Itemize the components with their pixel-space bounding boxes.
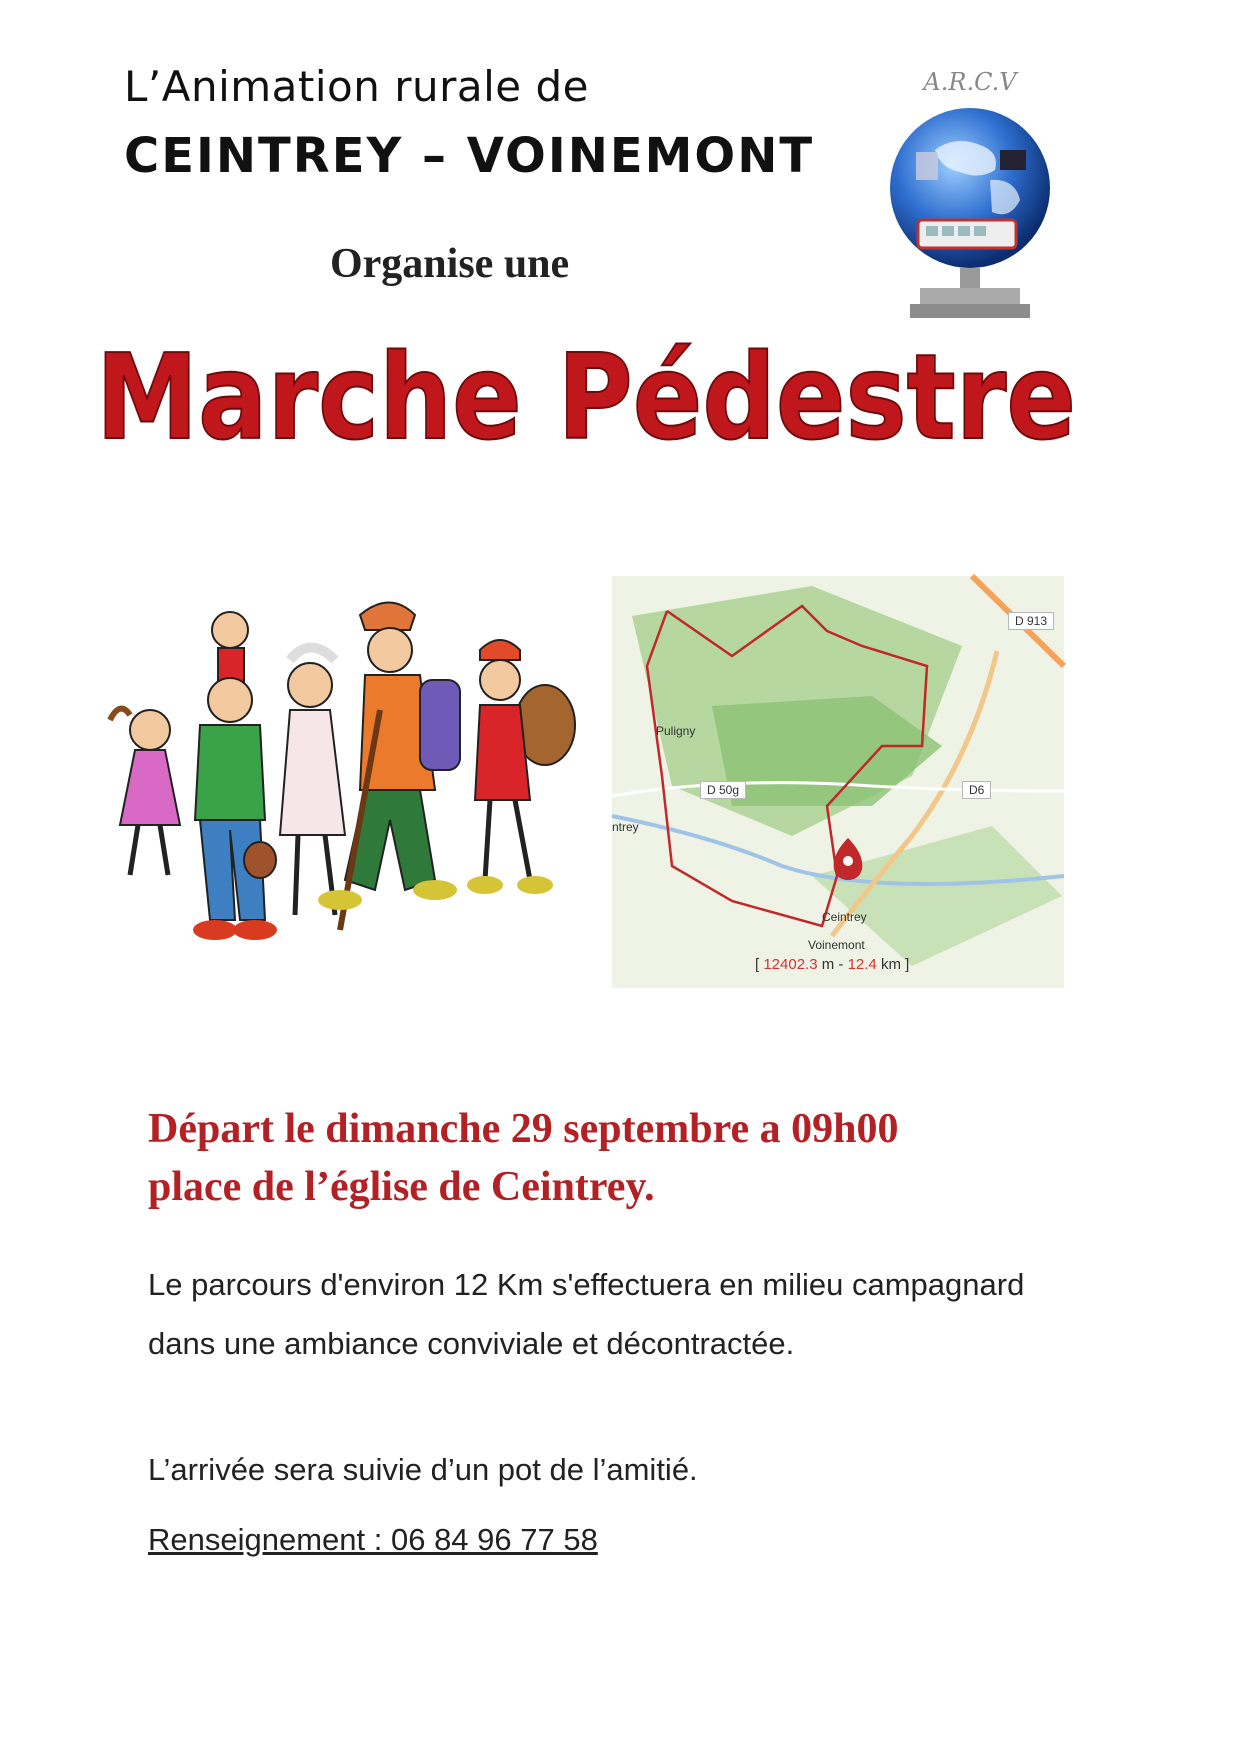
- distance-km: 12.4: [847, 956, 877, 973]
- walker-icon: [916, 152, 938, 180]
- distance-meters: 12402.3: [763, 956, 818, 973]
- map-town-label: ntrey: [612, 820, 639, 834]
- contact-info: Renseignement : 06 84 96 77 58: [148, 1522, 598, 1557]
- organizer-line-2: CEINTREY – VOINEMONT: [124, 128, 815, 184]
- route-description: Le parcours d'environ 12 Km s'effectuera en milieu campagnard dans une ambiance conviviale et décontractée.: [148, 1267, 1025, 1361]
- boy-figure: [467, 640, 575, 894]
- map-road-label: D 50g: [700, 781, 746, 799]
- organizer-line-1: L’Animation rurale de: [124, 62, 589, 111]
- map-town-label: Ceintrey: [822, 910, 867, 924]
- logo-lettering: A.R.C.V: [923, 68, 1017, 96]
- main-title: [86, 320, 1086, 470]
- walkers-illustration: [90, 590, 590, 970]
- map-town-label: Voinemont: [808, 938, 865, 952]
- arrival-note: L’arrivée sera suivie d’un pot de l’amitié.: [148, 1452, 698, 1487]
- arcv-logo: [880, 60, 1060, 330]
- computer-icon: [1000, 150, 1026, 170]
- departure-info: [148, 1100, 1108, 1216]
- map-road-label: D6: [962, 781, 991, 799]
- main-title-text: Marche Pédestre: [96, 328, 1076, 466]
- child-figure: [110, 709, 180, 875]
- departure-line-2: place de l’église de Ceintrey.: [148, 1164, 655, 1210]
- map-distance: [ 12402.3 m - 12.4 km ]: [755, 956, 910, 973]
- map-background: [612, 576, 1064, 988]
- map-road-label: D 913: [1008, 612, 1054, 630]
- intro-text: Organise une: [330, 241, 570, 287]
- map-town-label: Puligny: [656, 724, 696, 738]
- hiker-man-figure: [318, 603, 460, 931]
- departure-line-1: Départ le dimanche 29 septembre a 09h00: [148, 1106, 899, 1152]
- man-with-child-figure: [193, 612, 277, 940]
- route-map: [612, 576, 1064, 988]
